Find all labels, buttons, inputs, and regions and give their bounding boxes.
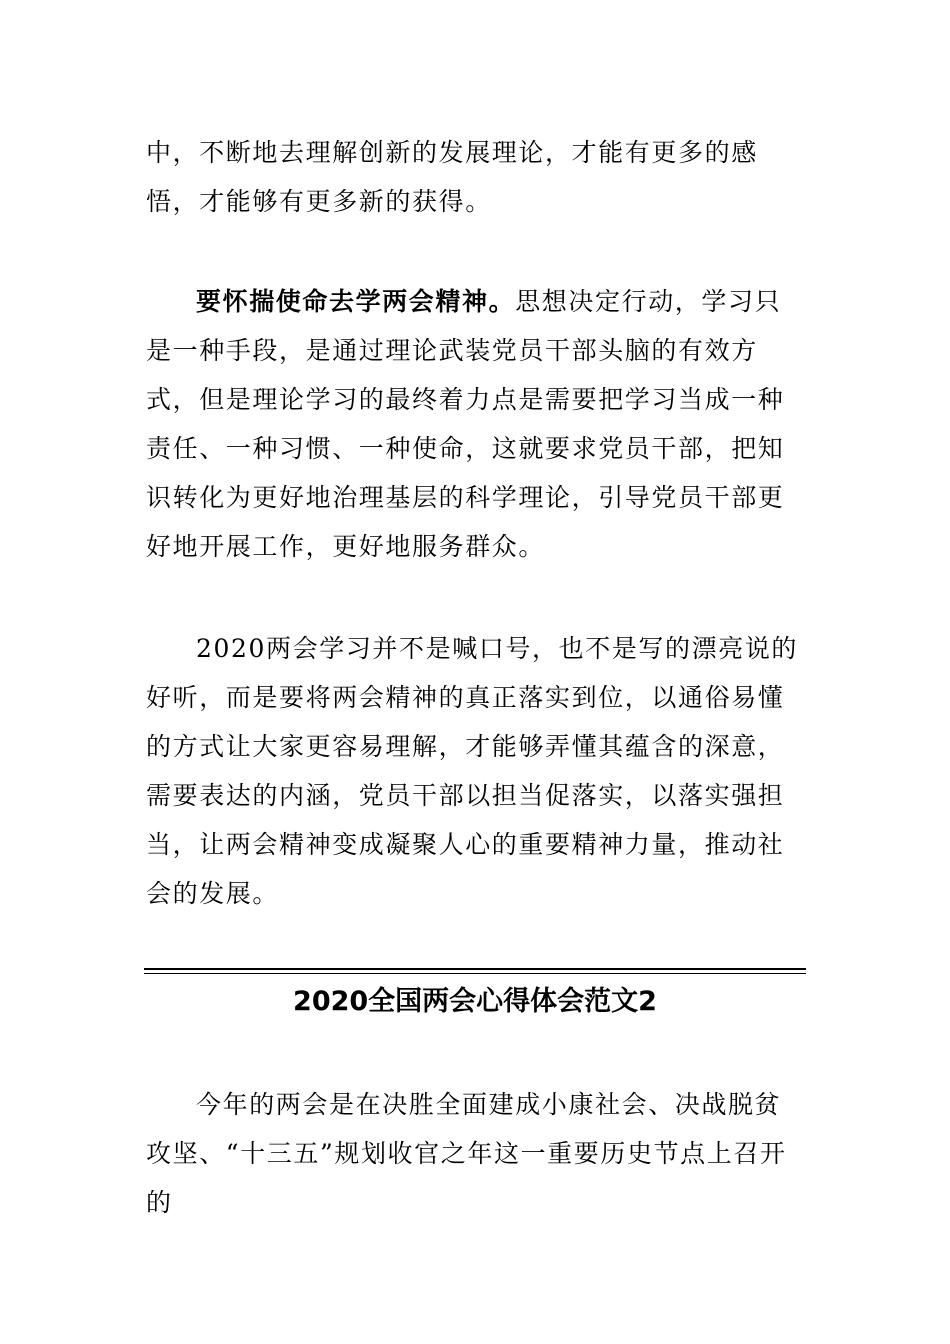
paragraph-implementation: 2020两会学习并不是喊口号，也不是写的漂亮说的好听，而是要将两会精神的真正落实到位，以通俗易懂的方式让大家更容易理解，才能够弄懂其蕴含的深意，需要表达的内涵，党员干部以担当促落实，以落实强担当，让两会精神变成凝聚人心的重要精神力量，推动社会的发展。 <box>146 634 799 908</box>
paragraph-mission <box>146 277 806 571</box>
paragraph-continuation: 中，不断地去理解创新的发展理论，才能有更多的感悟，才能够有更多新的获得。 <box>146 138 758 216</box>
paragraph-lead-bold: 要怀揣使命去学两会精神。 <box>196 287 516 316</box>
paragraph-intro: 今年的两会是在决胜全面建成小康社会、决战脱贫攻坚、“十三五”规划收官之年这一重要历史节点上召开的 <box>146 1090 787 1217</box>
paragraph-body: 思想决定行动，学习只是一种手段，是通过理论武装党员干部头脑的有效方式，但是理论学习的最终着力点是需要把学习当成一种责任、一种习惯、一种使命，这就要求党员干部，把知识转化为更好地治理基层的科学理论，引导党员干部更好地开展工作，更好地服务群众。 <box>146 287 785 561</box>
section-divider-thin <box>144 973 806 974</box>
section-heading: 2020全国两会心得体会范文2 <box>293 986 657 1017</box>
section-divider-thick <box>144 968 806 970</box>
